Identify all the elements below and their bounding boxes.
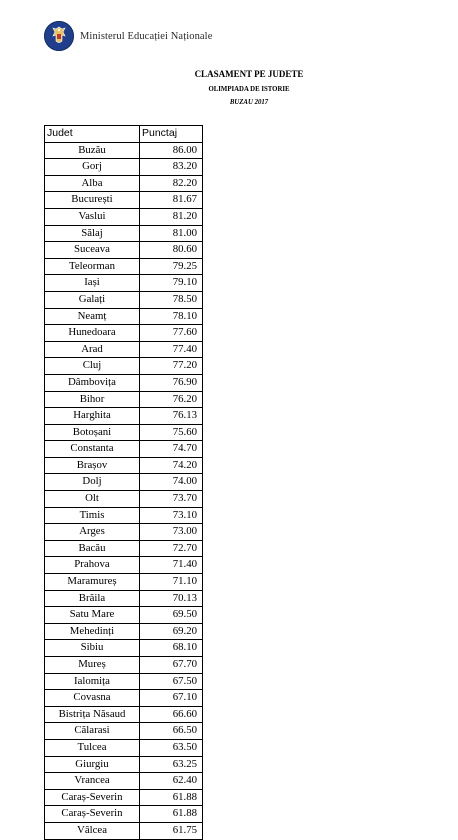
score-cell: 61.75: [140, 822, 203, 839]
score-cell: 75.60: [140, 424, 203, 441]
table-row: [45, 640, 203, 657]
score-cell: 73.70: [140, 491, 203, 508]
score-cell: 86.00: [140, 142, 203, 159]
table-row: [45, 739, 203, 756]
table-row: [45, 325, 203, 342]
score-cell: 67.10: [140, 690, 203, 707]
county-cell: Bistrița Năsaud: [45, 706, 140, 723]
table-row: [45, 773, 203, 790]
county-cell: Vâlcea: [45, 822, 140, 839]
score-cell: 76.90: [140, 374, 203, 391]
county-cell: Vrancea: [45, 773, 140, 790]
column-header-judet: Judet: [45, 126, 140, 143]
county-cell: Mehedinți: [45, 623, 140, 640]
ministry-header: [44, 19, 212, 53]
score-cell: 77.20: [140, 358, 203, 375]
table-row: [45, 341, 203, 358]
table-row: [45, 657, 203, 674]
table-row: [45, 159, 203, 176]
score-cell: 78.10: [140, 308, 203, 325]
table-row: [45, 789, 203, 806]
table-row: [45, 524, 203, 541]
county-cell: Galați: [45, 291, 140, 308]
table-row: [45, 142, 203, 159]
score-cell: 74.20: [140, 457, 203, 474]
table-row: [45, 723, 203, 740]
score-cell: 81.00: [140, 225, 203, 242]
score-cell: 72.70: [140, 540, 203, 557]
table-row: [45, 424, 203, 441]
county-cell: Arges: [45, 524, 140, 541]
county-cell: București: [45, 192, 140, 209]
score-cell: 76.20: [140, 391, 203, 408]
county-cell: Timis: [45, 507, 140, 524]
county-cell: Tulcea: [45, 739, 140, 756]
county-cell: Hunedoara: [45, 325, 140, 342]
score-cell: 81.20: [140, 208, 203, 225]
county-cell: Sălaj: [45, 225, 140, 242]
table-row: [45, 690, 203, 707]
table-row: [45, 225, 203, 242]
score-cell: 69.20: [140, 623, 203, 640]
table-row: [45, 756, 203, 773]
table-row: [45, 374, 203, 391]
score-cell: 67.50: [140, 673, 203, 690]
table-row: [45, 574, 203, 591]
county-cell: Bihor: [45, 391, 140, 408]
county-cell: Brăila: [45, 590, 140, 607]
score-cell: 74.00: [140, 474, 203, 491]
table-row: [45, 208, 203, 225]
county-cell: Giurgiu: [45, 756, 140, 773]
county-cell: Teleorman: [45, 258, 140, 275]
table-row: [45, 557, 203, 574]
score-cell: 61.88: [140, 789, 203, 806]
score-cell: 69.50: [140, 607, 203, 624]
table-row: [45, 258, 203, 275]
score-cell: 79.10: [140, 275, 203, 292]
document-titles: [0, 68, 458, 107]
county-cell: Prahova: [45, 557, 140, 574]
ministry-name: Ministerul Educației Naționale: [80, 30, 213, 42]
score-cell: 73.10: [140, 507, 203, 524]
table-header-row: [45, 126, 203, 143]
table-row: [45, 590, 203, 607]
table-row: [45, 673, 203, 690]
score-cell: 70.13: [140, 590, 203, 607]
county-cell: Ialomița: [45, 673, 140, 690]
score-cell: 63.50: [140, 739, 203, 756]
table-row: [45, 806, 203, 823]
table-body: [45, 142, 203, 839]
document-edition: BUZAU 2017: [229, 99, 269, 106]
county-cell: Neamț: [45, 308, 140, 325]
score-cell: 66.60: [140, 706, 203, 723]
county-cell: Covasna: [45, 690, 140, 707]
county-cell: Brașov: [45, 457, 140, 474]
table-row: [45, 391, 203, 408]
score-cell: 68.10: [140, 640, 203, 657]
score-cell: 62.40: [140, 773, 203, 790]
table-row: [45, 623, 203, 640]
county-cell: Suceava: [45, 242, 140, 259]
score-cell: 79.25: [140, 258, 203, 275]
table-row: [45, 275, 203, 292]
table-row: [45, 441, 203, 458]
county-cell: Harghita: [45, 408, 140, 425]
score-cell: 77.40: [140, 341, 203, 358]
county-cell: Iași: [45, 275, 140, 292]
ranking-table: [44, 125, 203, 840]
county-cell: Bacău: [45, 540, 140, 557]
table-row: [45, 474, 203, 491]
document-title: CLASAMENT PE JUDETE: [194, 69, 304, 79]
county-cell: Sibiu: [45, 640, 140, 657]
table-row: [45, 507, 203, 524]
score-cell: 66.50: [140, 723, 203, 740]
county-cell: Maramureș: [45, 574, 140, 591]
score-cell: 78.50: [140, 291, 203, 308]
table-row: [45, 822, 203, 839]
county-cell: Gorj: [45, 159, 140, 176]
county-cell: Caraș-Severin: [45, 806, 140, 823]
table-row: [45, 192, 203, 209]
county-cell: Vaslui: [45, 208, 140, 225]
county-cell: Constanta: [45, 441, 140, 458]
score-cell: 80.60: [140, 242, 203, 259]
table-row: [45, 408, 203, 425]
table-row: [45, 457, 203, 474]
table-row: [45, 175, 203, 192]
table-row: [45, 308, 203, 325]
score-cell: 71.40: [140, 557, 203, 574]
score-cell: 73.00: [140, 524, 203, 541]
county-cell: Botoșani: [45, 424, 140, 441]
column-header-punctaj: Punctaj: [140, 126, 203, 143]
county-cell: Alba: [45, 175, 140, 192]
table-row: [45, 242, 203, 259]
score-cell: 67.70: [140, 657, 203, 674]
table-row: [45, 607, 203, 624]
county-cell: Mureș: [45, 657, 140, 674]
score-cell: 76.13: [140, 408, 203, 425]
county-cell: Olt: [45, 491, 140, 508]
county-cell: Călarasi: [45, 723, 140, 740]
score-cell: 81.67: [140, 192, 203, 209]
score-cell: 74.70: [140, 441, 203, 458]
county-cell: Dolj: [45, 474, 140, 491]
table-row: [45, 291, 203, 308]
county-cell: Buzău: [45, 142, 140, 159]
table-row: [45, 540, 203, 557]
score-cell: 77.60: [140, 325, 203, 342]
score-cell: 71.10: [140, 574, 203, 591]
score-cell: 82.20: [140, 175, 203, 192]
table-row: [45, 358, 203, 375]
score-cell: 83.20: [140, 159, 203, 176]
table-row: [45, 706, 203, 723]
table-row: [45, 491, 203, 508]
county-cell: Dâmbovița: [45, 374, 140, 391]
score-cell: 61.88: [140, 806, 203, 823]
county-cell: Arad: [45, 341, 140, 358]
county-cell: Cluj: [45, 358, 140, 375]
score-cell: 63.25: [140, 756, 203, 773]
romania-coat-of-arms-icon: [44, 21, 74, 51]
county-cell: Caraș-Severin: [45, 789, 140, 806]
document-subtitle: OLIMPIADA DE ISTORIE: [208, 86, 290, 93]
county-cell: Satu Mare: [45, 607, 140, 624]
